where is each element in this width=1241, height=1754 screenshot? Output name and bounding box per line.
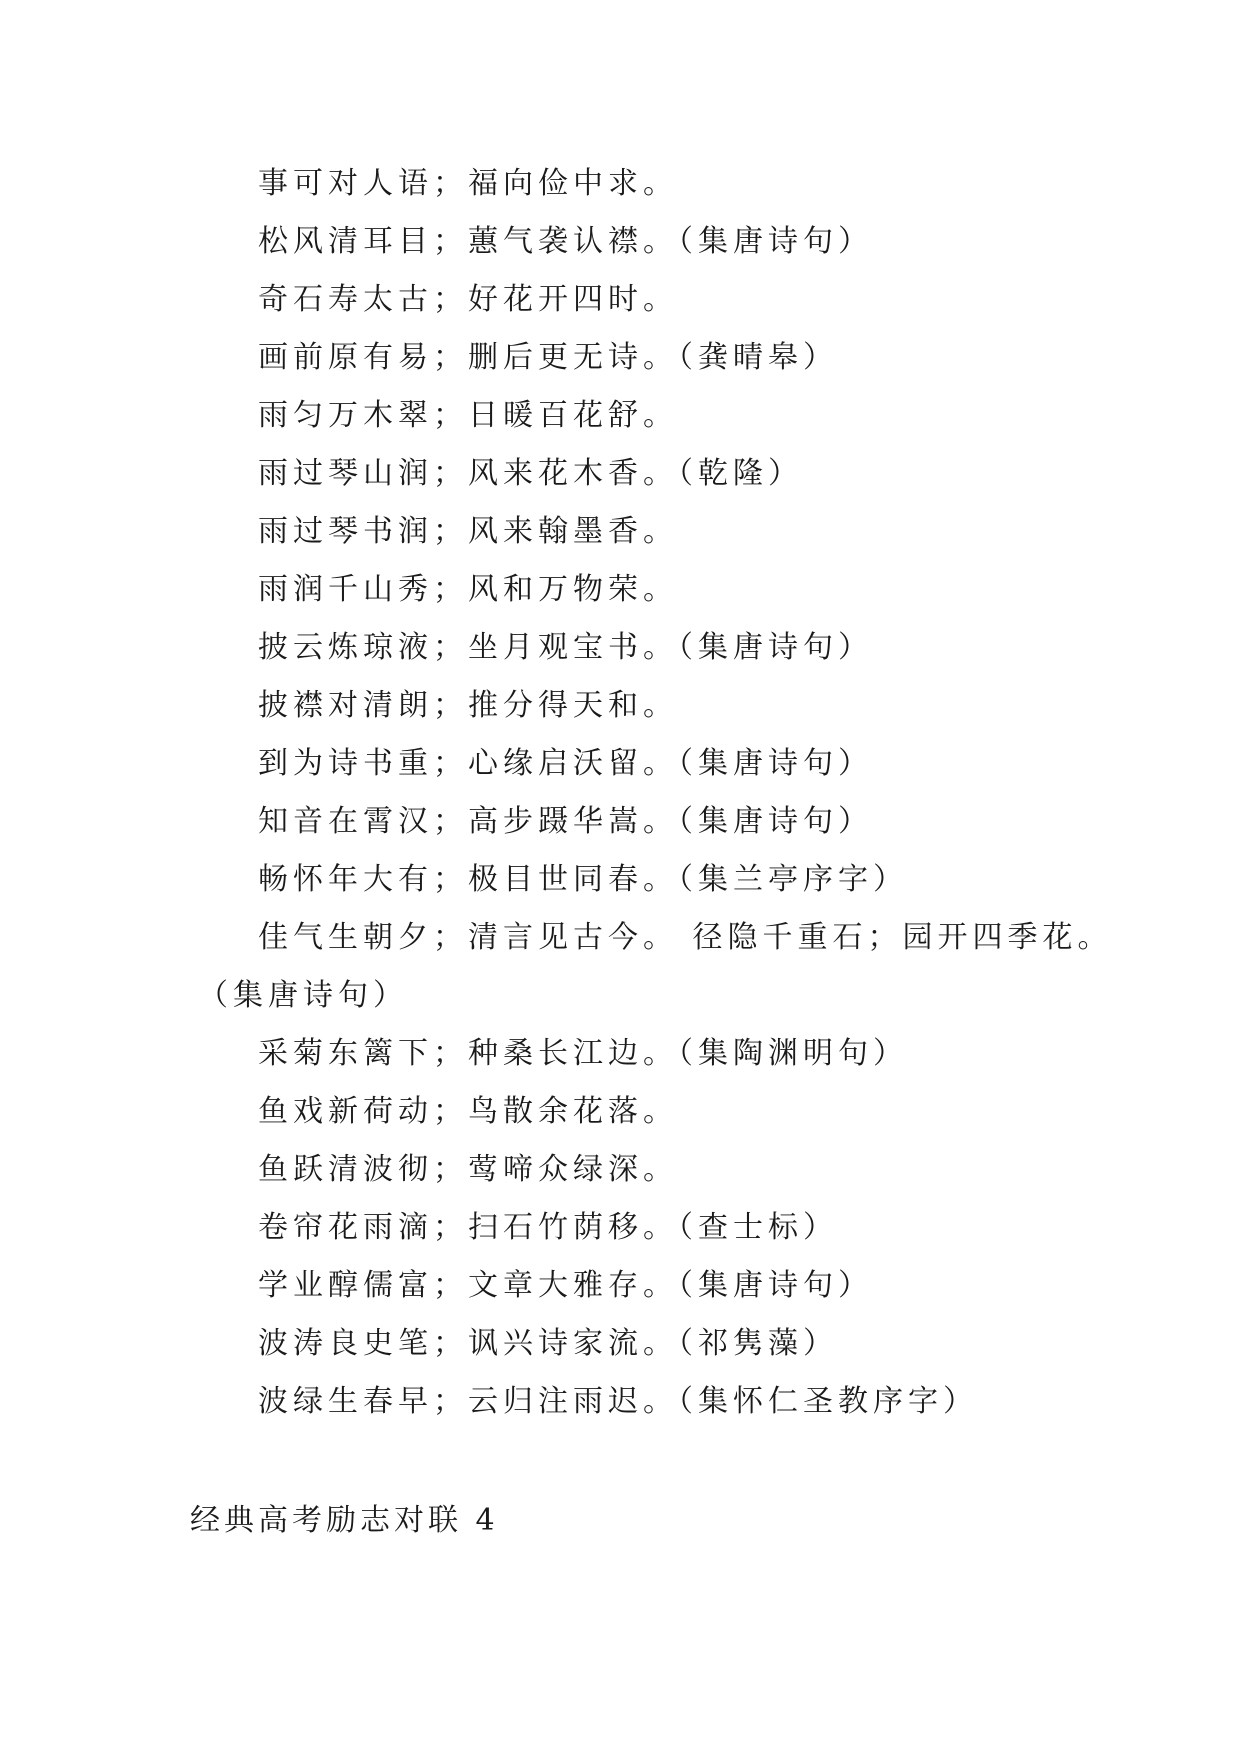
couplet-line: 雨润千山秀；风和万物荣。 (258, 572, 678, 607)
couplet-line: 到为诗书重；心缘启沃留。（集唐诗句） (258, 746, 873, 781)
couplet-line-continuation: （集唐诗句） (198, 978, 408, 1013)
couplet-line: 事可对人语；福向俭中求。 (258, 166, 678, 201)
couplet-line: 采菊东篱下；种桑长江边。（集陶渊明句） (258, 1036, 908, 1071)
couplet-line: 波绿生春早；云归注雨迟。（集怀仁圣教序字） (258, 1384, 978, 1419)
couplet-line: 卷帘花雨滴；扫石竹荫移。（查士标） (258, 1210, 838, 1245)
couplet-line: 松风清耳目；蕙气袭认襟。（集唐诗句） (258, 224, 873, 259)
section-heading: 经典高考励志对联 4 (190, 1503, 499, 1538)
couplet-line: 波涛良史笔；讽兴诗家流。（祁隽藻） (258, 1326, 838, 1361)
couplet-line: 披云炼琼液；坐月观宝书。（集唐诗句） (258, 630, 873, 665)
couplet-line: 雨匀万木翠；日暖百花舒。 (258, 398, 678, 433)
couplet-line: 知音在霄汉；高步蹑华嵩。（集唐诗句） (258, 804, 873, 839)
couplet-line: 雨过琴山润；风来花木香。（乾隆） (258, 456, 803, 491)
couplet-line: 画前原有易；删后更无诗。（龚晴皋） (258, 340, 838, 375)
couplet-line: 鱼跃清波彻；莺啼众绿深。 (258, 1152, 678, 1187)
couplet-line: 奇石寿太古；好花开四时。 (258, 282, 678, 317)
couplet-line: 披襟对清朗；推分得天和。 (258, 688, 678, 723)
couplet-list (0, 155, 1241, 1431)
couplet-line: 畅怀年大有；极目世同春。（集兰亭序字） (258, 862, 908, 897)
couplet-line: 佳气生朝夕；清言见古今。 径隐千重石；园开四季花。 (258, 920, 1113, 955)
couplet-line: 鱼戏新荷动；鸟散余花落。 (258, 1094, 678, 1129)
couplet-line: 雨过琴书润；风来翰墨香。 (258, 514, 678, 549)
couplet-line: 学业醇儒富；文章大雅存。（集唐诗句） (258, 1268, 873, 1303)
